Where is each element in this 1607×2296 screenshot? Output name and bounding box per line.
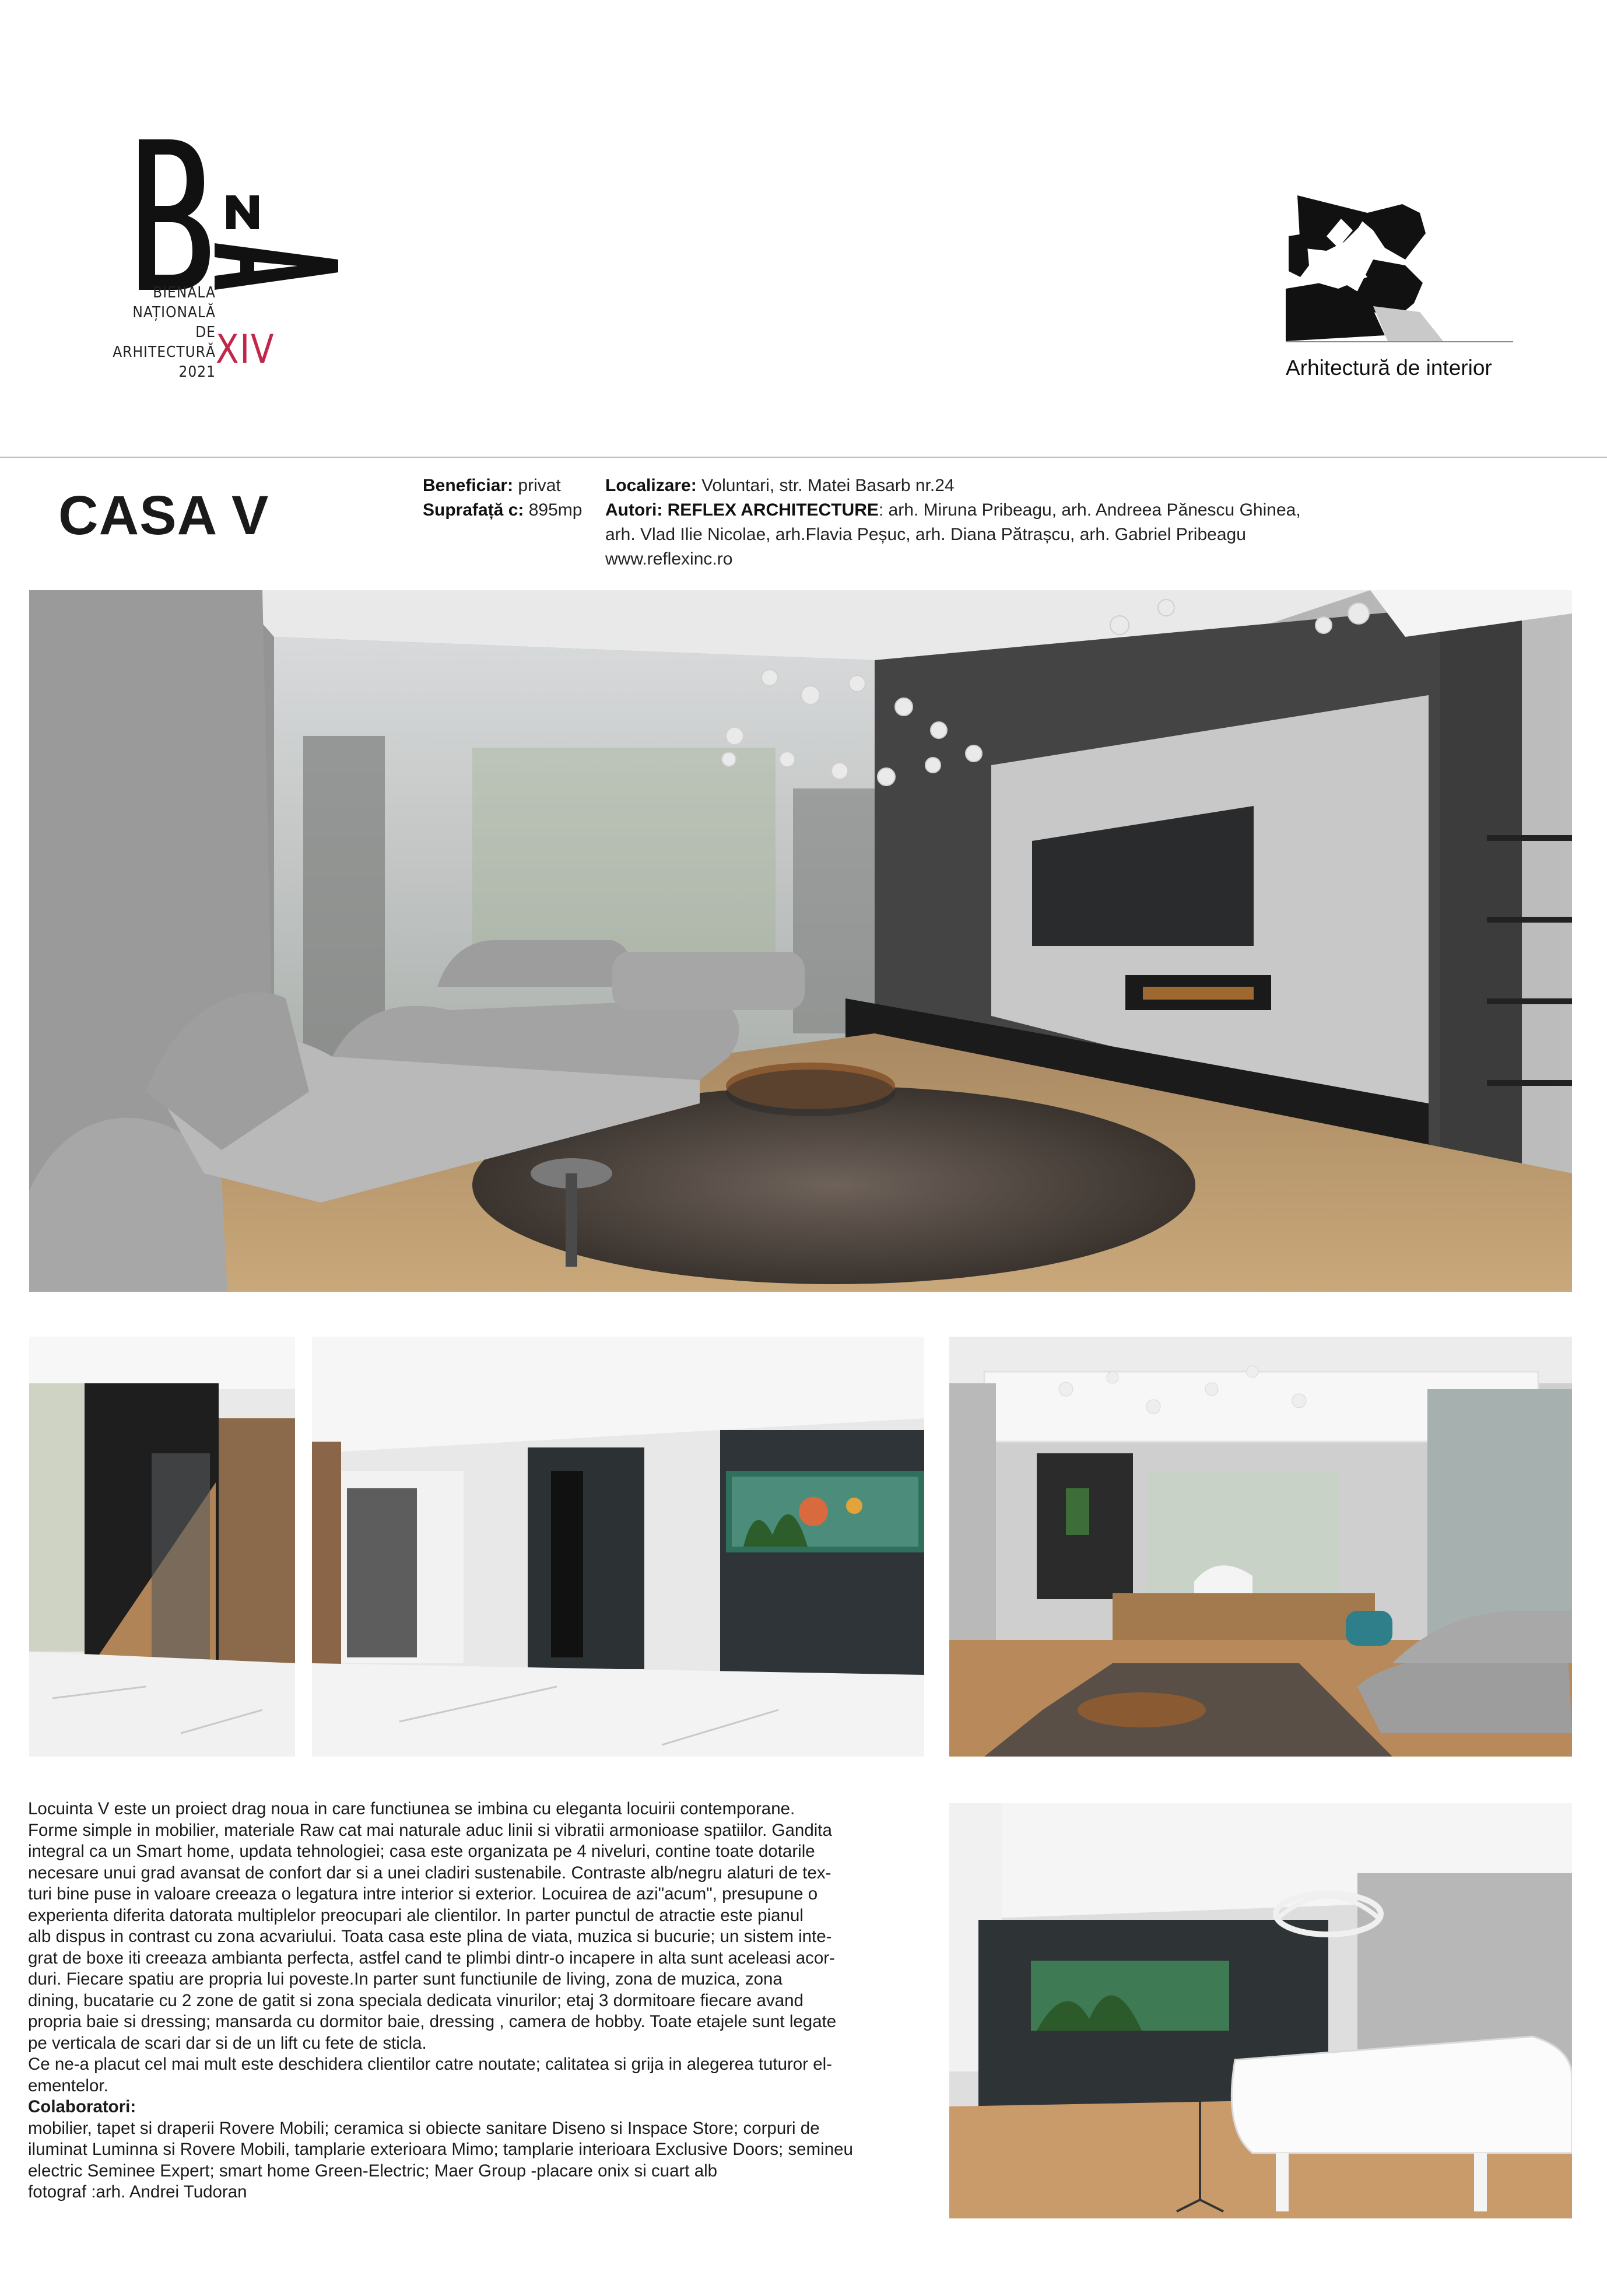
beneficiar-label: Beneficiar: [423,476,514,495]
autori-label: Autori: REFLEX ARCHITECTURE [605,500,879,520]
description-line: integral ca un Smart home, updata tehnologiei; casa este organizata pe 4 niveluri, contine toate dotarile [28,1842,815,1861]
description-line: alb dispus in contrast cu zona acvariului. Toata casa este plina de viata, muzica si bucurie; un sistem inte- [28,1927,832,1946]
photo-living-room [29,590,1572,1292]
collaborators-line: electric Seminee Expert; smart home Green-Electric; Maer Group -placare onix si cuart alb [28,2161,718,2181]
description-line: propria baie si dressing; mansarda cu dormitor baie, dressing , camera de hobby. Toate etajele sunt legate [28,2012,837,2031]
description-line: Locuinta V este un proiect drag noua in care functiunea se imbina cu eleganta locuirii contemporane. [28,1799,795,1818]
description-line: turi bine puse in valoare creeaza o legatura intre interior si exterior. Locuirea de azi"acum", presupune o [28,1884,818,1904]
meta-left [423,474,582,523]
autori-value-1: : arh. Miruna Pribeagu, arh. Andreea Pănescu Ghinea, [878,500,1301,520]
collaborators-line: iluminat Luminna si Rovere Mobili, tamplarie exterioara Mimo; tamplarie interioara Exclusive Doors; semineu [28,2140,853,2159]
collaborators-line: mobilier, tapet si draperii Rovere Mobili; ceramica si obiecte sanitare Diseno si Inspace Store; corpuri de [28,2118,820,2138]
suprafata-label: Suprafață c: [423,500,524,520]
description-line: necesare unui grad avansat de confort dar si a unei cladiri sustenabile. Contraste alb/negru alaturi de tex- [28,1863,831,1883]
autori-value-2: arh. Vlad Ilie Nicolae, arh.Flavia Peșuc, arh. Diana Pătrașcu, arh. Gabriel Pribeagu [605,525,1246,544]
website: www.reflexinc.ro [605,549,733,569]
localizare-value: Voluntari, str. Matei Basarb nr.24 [696,476,955,495]
meta-right [605,474,1387,572]
description-line: duri. Fiecare spatiu are propria lui poveste.In parter sunt functiunile de living, zona de muzica, zona [28,1969,783,1989]
category-underline [1286,341,1513,342]
description-line: pe verticala de scari dar si de un lift cu fete de sticla. [28,2033,427,2053]
category-label: Arhitectură de interior [1286,356,1492,380]
project-description [28,1799,917,2203]
interior-architecture-logo [1286,195,1443,341]
description-line: dining, bucatarie cu 2 zone de gatit si zona speciala dedicata vinurilor; etaj 3 dormitoare fiecare avand [28,1990,804,2010]
suprafata-value: 895mp [524,500,583,520]
photo-piano-room [949,1803,1572,2218]
project-title: CASA V [58,485,269,546]
description-line: experienta diferita datorata multiplelor preocupari ale clientilor. In parter punctul de atractie este pianul [28,1905,804,1925]
bna-subtitle: BIENALA NAȚIONALĂ DE ARHITECTURĂ 2021 [113,284,216,381]
description-line: Ce ne-a placut cel mai mult este deschidera clientilor catre noutate; calitatea si grija in alegerea tuturor el- [28,2055,833,2074]
description-line: grat de boxe iti creeaza ambianta perfecta, astfel cand te plimbi dintr-o incapere in alta sunt aceleasi acor- [28,1948,835,1968]
photo-aquarium-hall [312,1337,924,1757]
header-divider [0,457,1607,458]
description-line: Forme simple in mobilier, materiale Raw cat mai naturale aduc linii si vibratii armonioase spatiilor. Gandita [28,1820,832,1840]
beneficiar-value: privat [513,476,561,495]
description-line: ementelor. [28,2076,108,2095]
photo-music-room [949,1337,1572,1757]
photographer-credit: fotograf :arh. Andrei Tudoran [28,2182,247,2202]
localizare-label: Localizare: [605,476,697,495]
photo-staircase [29,1337,295,1757]
bna-edition: XIV [216,327,275,373]
collaborators-heading: Colaboratori: [28,2097,136,2116]
